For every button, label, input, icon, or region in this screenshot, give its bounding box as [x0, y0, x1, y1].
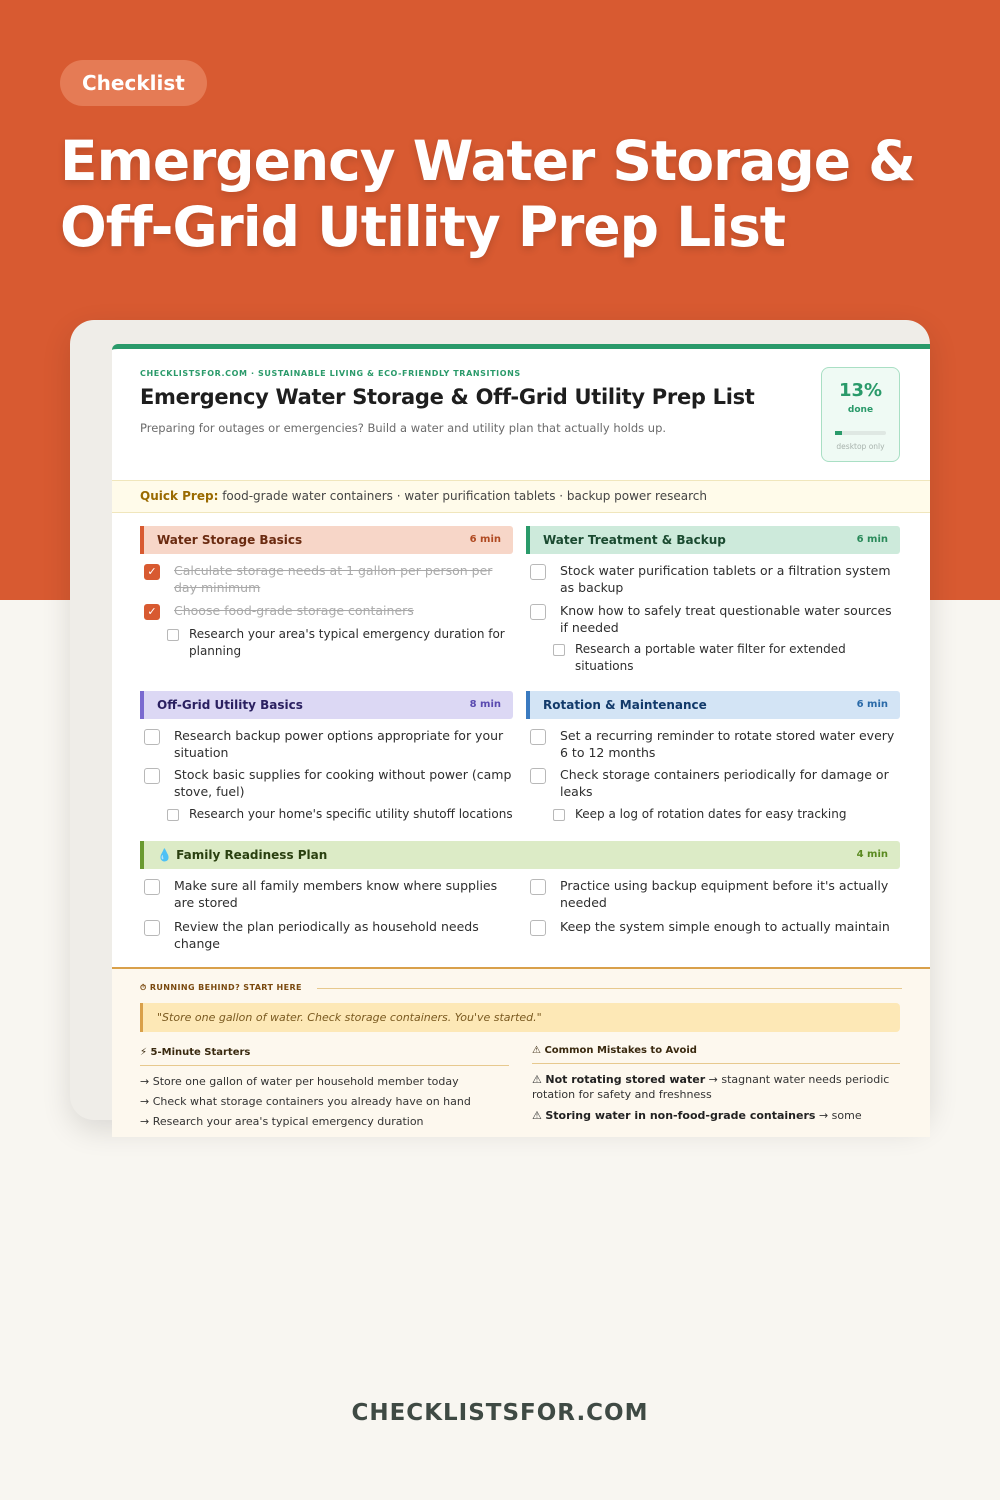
- section-title: Rotation & Maintenance: [543, 698, 707, 712]
- checkbox[interactable]: [144, 879, 160, 895]
- section-off-grid-utility: [140, 691, 513, 719]
- item-text: Stock basic supplies for cooking without power (camp stove, fuel): [174, 767, 512, 799]
- running-behind-heading: ⏱ RUNNING BEHIND? START HERE: [140, 983, 302, 992]
- item-text: Make sure all family members know where supplies are stored: [174, 878, 498, 910]
- checklist-item[interactable]: [144, 602, 514, 620]
- section-title: Water Treatment & Backup: [543, 533, 726, 547]
- checkbox-checked[interactable]: ✓: [144, 604, 160, 620]
- quick-prep-text: food-grade water containers · water purification tablets · backup power research: [222, 489, 707, 503]
- checklist-subitem[interactable]: [167, 806, 527, 824]
- quick-prep-label: Quick Prep:: [140, 489, 219, 503]
- checklist-sheet: [112, 344, 930, 1128]
- mistake-item: ⚠ Storing water in non-food-grade containers → some: [532, 1109, 862, 1122]
- checklist-item[interactable]: [144, 918, 514, 954]
- progress-bar: [835, 431, 886, 435]
- mistakes-heading: ⚠ Common Mistakes to Avoid: [532, 1045, 697, 1056]
- progress-card: [821, 367, 900, 462]
- checkbox[interactable]: [553, 644, 565, 656]
- checkbox[interactable]: [530, 879, 546, 895]
- progress-percent: 13%: [838, 380, 883, 401]
- preview-card: [70, 320, 930, 1128]
- mistake-bold: Storing water in non-food-grade containers: [545, 1109, 816, 1122]
- item-text: Calculate storage needs at 1 gallon per person per day minimum: [174, 563, 493, 595]
- encouragement-quote: "Store one gallon of water. Check storage containers. You've started.": [140, 1003, 900, 1032]
- category-pill: Checklist: [60, 60, 207, 106]
- mistake-rest: → some: [815, 1109, 862, 1122]
- section-water-treatment: [526, 526, 900, 554]
- checklist-subitem[interactable]: [553, 641, 903, 677]
- item-text: Research your home's specific utility shutoff locations: [189, 807, 513, 821]
- section-time: 4 min: [856, 849, 888, 860]
- checkbox[interactable]: [553, 809, 565, 821]
- starter-item: → Research your area's typical emergency duration: [140, 1115, 424, 1128]
- item-text: Set a recurring reminder to rotate stored water every 6 to 12 months: [560, 728, 895, 760]
- hero-title: Emergency Water Storage & Off-Grid Utility Prep List: [60, 129, 916, 259]
- checkbox-checked[interactable]: ✓: [144, 564, 160, 580]
- divider: [317, 988, 902, 989]
- section-water-storage: [140, 526, 513, 554]
- item-text: Research backup power options appropriate for your situation: [174, 728, 504, 760]
- section-time: 6 min: [469, 534, 501, 545]
- section-time: 6 min: [856, 534, 888, 545]
- divider: [140, 1065, 509, 1066]
- item-text: Review the plan periodically as household needs change: [174, 919, 479, 951]
- divider: [532, 1063, 900, 1064]
- checkbox[interactable]: [530, 604, 546, 620]
- checklist-subitem[interactable]: [167, 626, 517, 662]
- checklist-item[interactable]: [530, 602, 900, 638]
- section-time: 6 min: [856, 699, 888, 710]
- checklist-subitem[interactable]: [553, 806, 903, 824]
- section-title: Water Storage Basics: [157, 533, 303, 547]
- checkbox[interactable]: [530, 920, 546, 936]
- checklist-item[interactable]: [530, 727, 900, 763]
- section-family-readiness: [140, 841, 900, 869]
- mistake-item: ⚠ Not rotating stored water → stagnant water needs periodic rotation for safety and freshness: [532, 1073, 890, 1101]
- starter-item: → Store one gallon of water per household member today: [140, 1075, 459, 1088]
- item-text: Stock water purification tablets or a filtration system as backup: [560, 563, 891, 595]
- running-behind-panel: [112, 967, 930, 1137]
- progress-bar-fill: [835, 431, 842, 435]
- sheet-subtitle: Preparing for outages or emergencies? Build a water and utility plan that actually holds up.: [140, 421, 667, 435]
- checkbox[interactable]: [530, 564, 546, 580]
- brand-line: CHECKLISTSFOR.COM · SUSTAINABLE LIVING & ECO-FRIENDLY TRANSITIONS: [140, 369, 521, 378]
- checklist-item[interactable]: [144, 562, 514, 598]
- checkbox[interactable]: [167, 629, 179, 641]
- checkbox[interactable]: [530, 768, 546, 784]
- section-title: 💧 Family Readiness Plan: [157, 848, 328, 862]
- checkbox[interactable]: [144, 729, 160, 745]
- item-text: Keep the system simple enough to actually maintain: [560, 919, 890, 934]
- progress-done-label: done: [847, 405, 874, 415]
- item-text: Check storage containers periodically for damage or leaks: [560, 767, 889, 799]
- quick-prep-bar: [112, 480, 930, 513]
- checklist-item[interactable]: [530, 877, 900, 913]
- checklist-item[interactable]: [530, 766, 900, 802]
- item-text: Research a portable water filter for extended situations: [575, 642, 846, 673]
- item-text: Keep a log of rotation dates for easy tracking: [575, 807, 847, 821]
- section-title: Off-Grid Utility Basics: [157, 698, 303, 712]
- section-time: 8 min: [469, 699, 501, 710]
- item-text: Choose food-grade storage containers: [174, 603, 414, 618]
- checklist-item[interactable]: [530, 918, 900, 936]
- section-rotation-maintenance: [526, 691, 900, 719]
- checkbox[interactable]: [167, 809, 179, 821]
- checkbox[interactable]: [144, 920, 160, 936]
- item-text: Research your area's typical emergency duration for planning: [189, 627, 505, 658]
- mistake-bold: Not rotating stored water: [545, 1073, 706, 1086]
- checklist-item[interactable]: [144, 877, 514, 913]
- checkbox[interactable]: [530, 729, 546, 745]
- checklist-item[interactable]: [144, 727, 514, 763]
- progress-note: desktop only: [836, 442, 885, 451]
- footer-site-name[interactable]: CHECKLISTSFOR.COM: [351, 1400, 649, 1426]
- checkbox[interactable]: [144, 768, 160, 784]
- item-text: Practice using backup equipment before it's actually needed: [560, 878, 889, 910]
- starter-item: → Check what storage containers you already have on hand: [140, 1095, 471, 1108]
- starters-heading: ⚡ 5-Minute Starters: [140, 1047, 251, 1058]
- checklist-item[interactable]: [530, 562, 900, 598]
- item-text: Know how to safely treat questionable water sources if needed: [560, 603, 892, 635]
- sheet-title: Emergency Water Storage & Off-Grid Utility Prep List: [140, 385, 755, 409]
- checklist-item[interactable]: [144, 766, 514, 802]
- mistake-rest: → stagnant water needs periodic rotation for safety and freshness: [532, 1073, 890, 1101]
